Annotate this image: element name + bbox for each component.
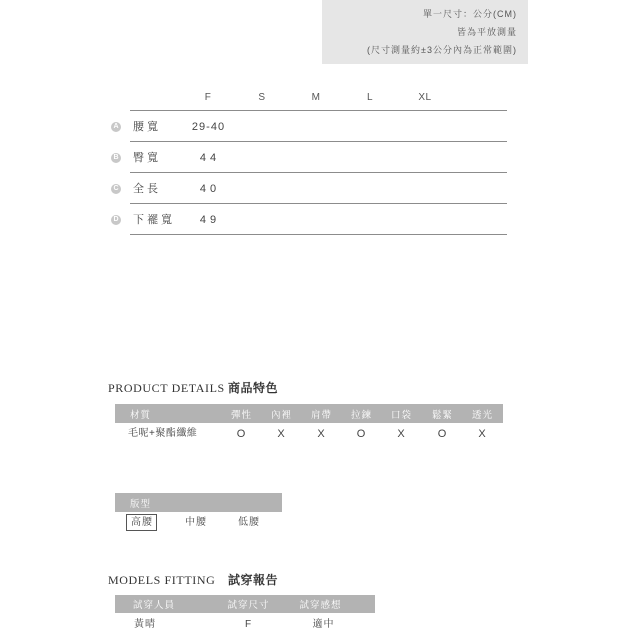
hem-width-label: 下襬寬 [133,214,175,226]
size-header-f: F [204,92,212,103]
models-fitting-title-zh: 試穿報告 [228,573,279,587]
fit-header: 版型 [130,498,152,510]
hip-width-label: 臀寬 [133,152,161,164]
models-fitting-title-en: MODELS FITTING [108,573,216,587]
size-header-m: M [311,92,321,103]
elasticity-header: 彈性 [230,409,252,421]
waist-width-label: 腰寬 [133,121,161,133]
hem-width-value-f: 49 [199,214,221,226]
high-waist-option: 高腰 [126,514,157,531]
material-header: 材質 [130,409,152,421]
fit-header-bar [115,493,282,512]
shoulder-strap-header: 肩帶 [310,409,332,421]
total-length-value-f: 40 [199,183,221,195]
marker-c-icon: C [111,184,121,194]
product-details-header-bar [115,404,503,423]
size-header-xl: XL [418,92,432,103]
zipper-header: 拉鍊 [350,409,372,421]
elastic-waist-value: O [437,428,447,440]
low-waist-option: 低腰 [238,517,260,528]
flat-measure-note: 皆為平放測量 [456,27,517,37]
table-divider [130,110,507,111]
material-value: 毛呢+聚酯纖維 [128,428,198,439]
sheerness-value: X [478,428,486,440]
marker-a-icon: A [111,122,121,132]
table-divider [130,234,507,235]
lining-header: 內裡 [270,409,292,421]
fitter-name: 黃晴 [134,619,156,630]
tolerance-note: (尺寸測量約±3公分內為正常範圍) [367,45,517,55]
product-details-title-en: PRODUCT DETAILS [108,381,225,395]
table-divider [130,141,507,142]
sheerness-header: 透光 [471,409,493,421]
unit-note: 單一尺寸：公分(CM) [423,9,517,19]
elastic-waist-header: 鬆緊 [431,409,453,421]
waist-width-value-f: 29-40 [191,121,226,133]
fitting-feedback-header: 試穿感想 [299,600,342,611]
lining-value: X [277,428,285,440]
table-divider [130,203,507,204]
mid-waist-option: 中腰 [185,517,207,528]
fitting-size-header: 試穿尺寸 [227,600,270,611]
marker-b-icon: B [111,153,121,163]
zipper-value: O [356,428,366,440]
pocket-header: 口袋 [390,409,412,421]
size-header-l: L [366,92,374,103]
fitter-header: 試穿人員 [133,600,176,611]
models-fitting-header-bar [115,595,375,613]
table-divider [130,172,507,173]
total-length-label: 全長 [133,183,161,195]
product-details-title-zh: 商品特色 [228,381,279,395]
fitting-feedback-value: 適中 [312,619,335,630]
shoulder-strap-value: X [317,428,325,440]
size-header-s: S [258,92,266,103]
marker-d-icon: D [111,215,121,225]
fitting-size-value: F [244,619,253,630]
pocket-value: X [397,428,405,440]
hip-width-value-f: 44 [199,152,221,164]
measurement-note-box [322,0,528,64]
elasticity-value: O [236,428,246,440]
